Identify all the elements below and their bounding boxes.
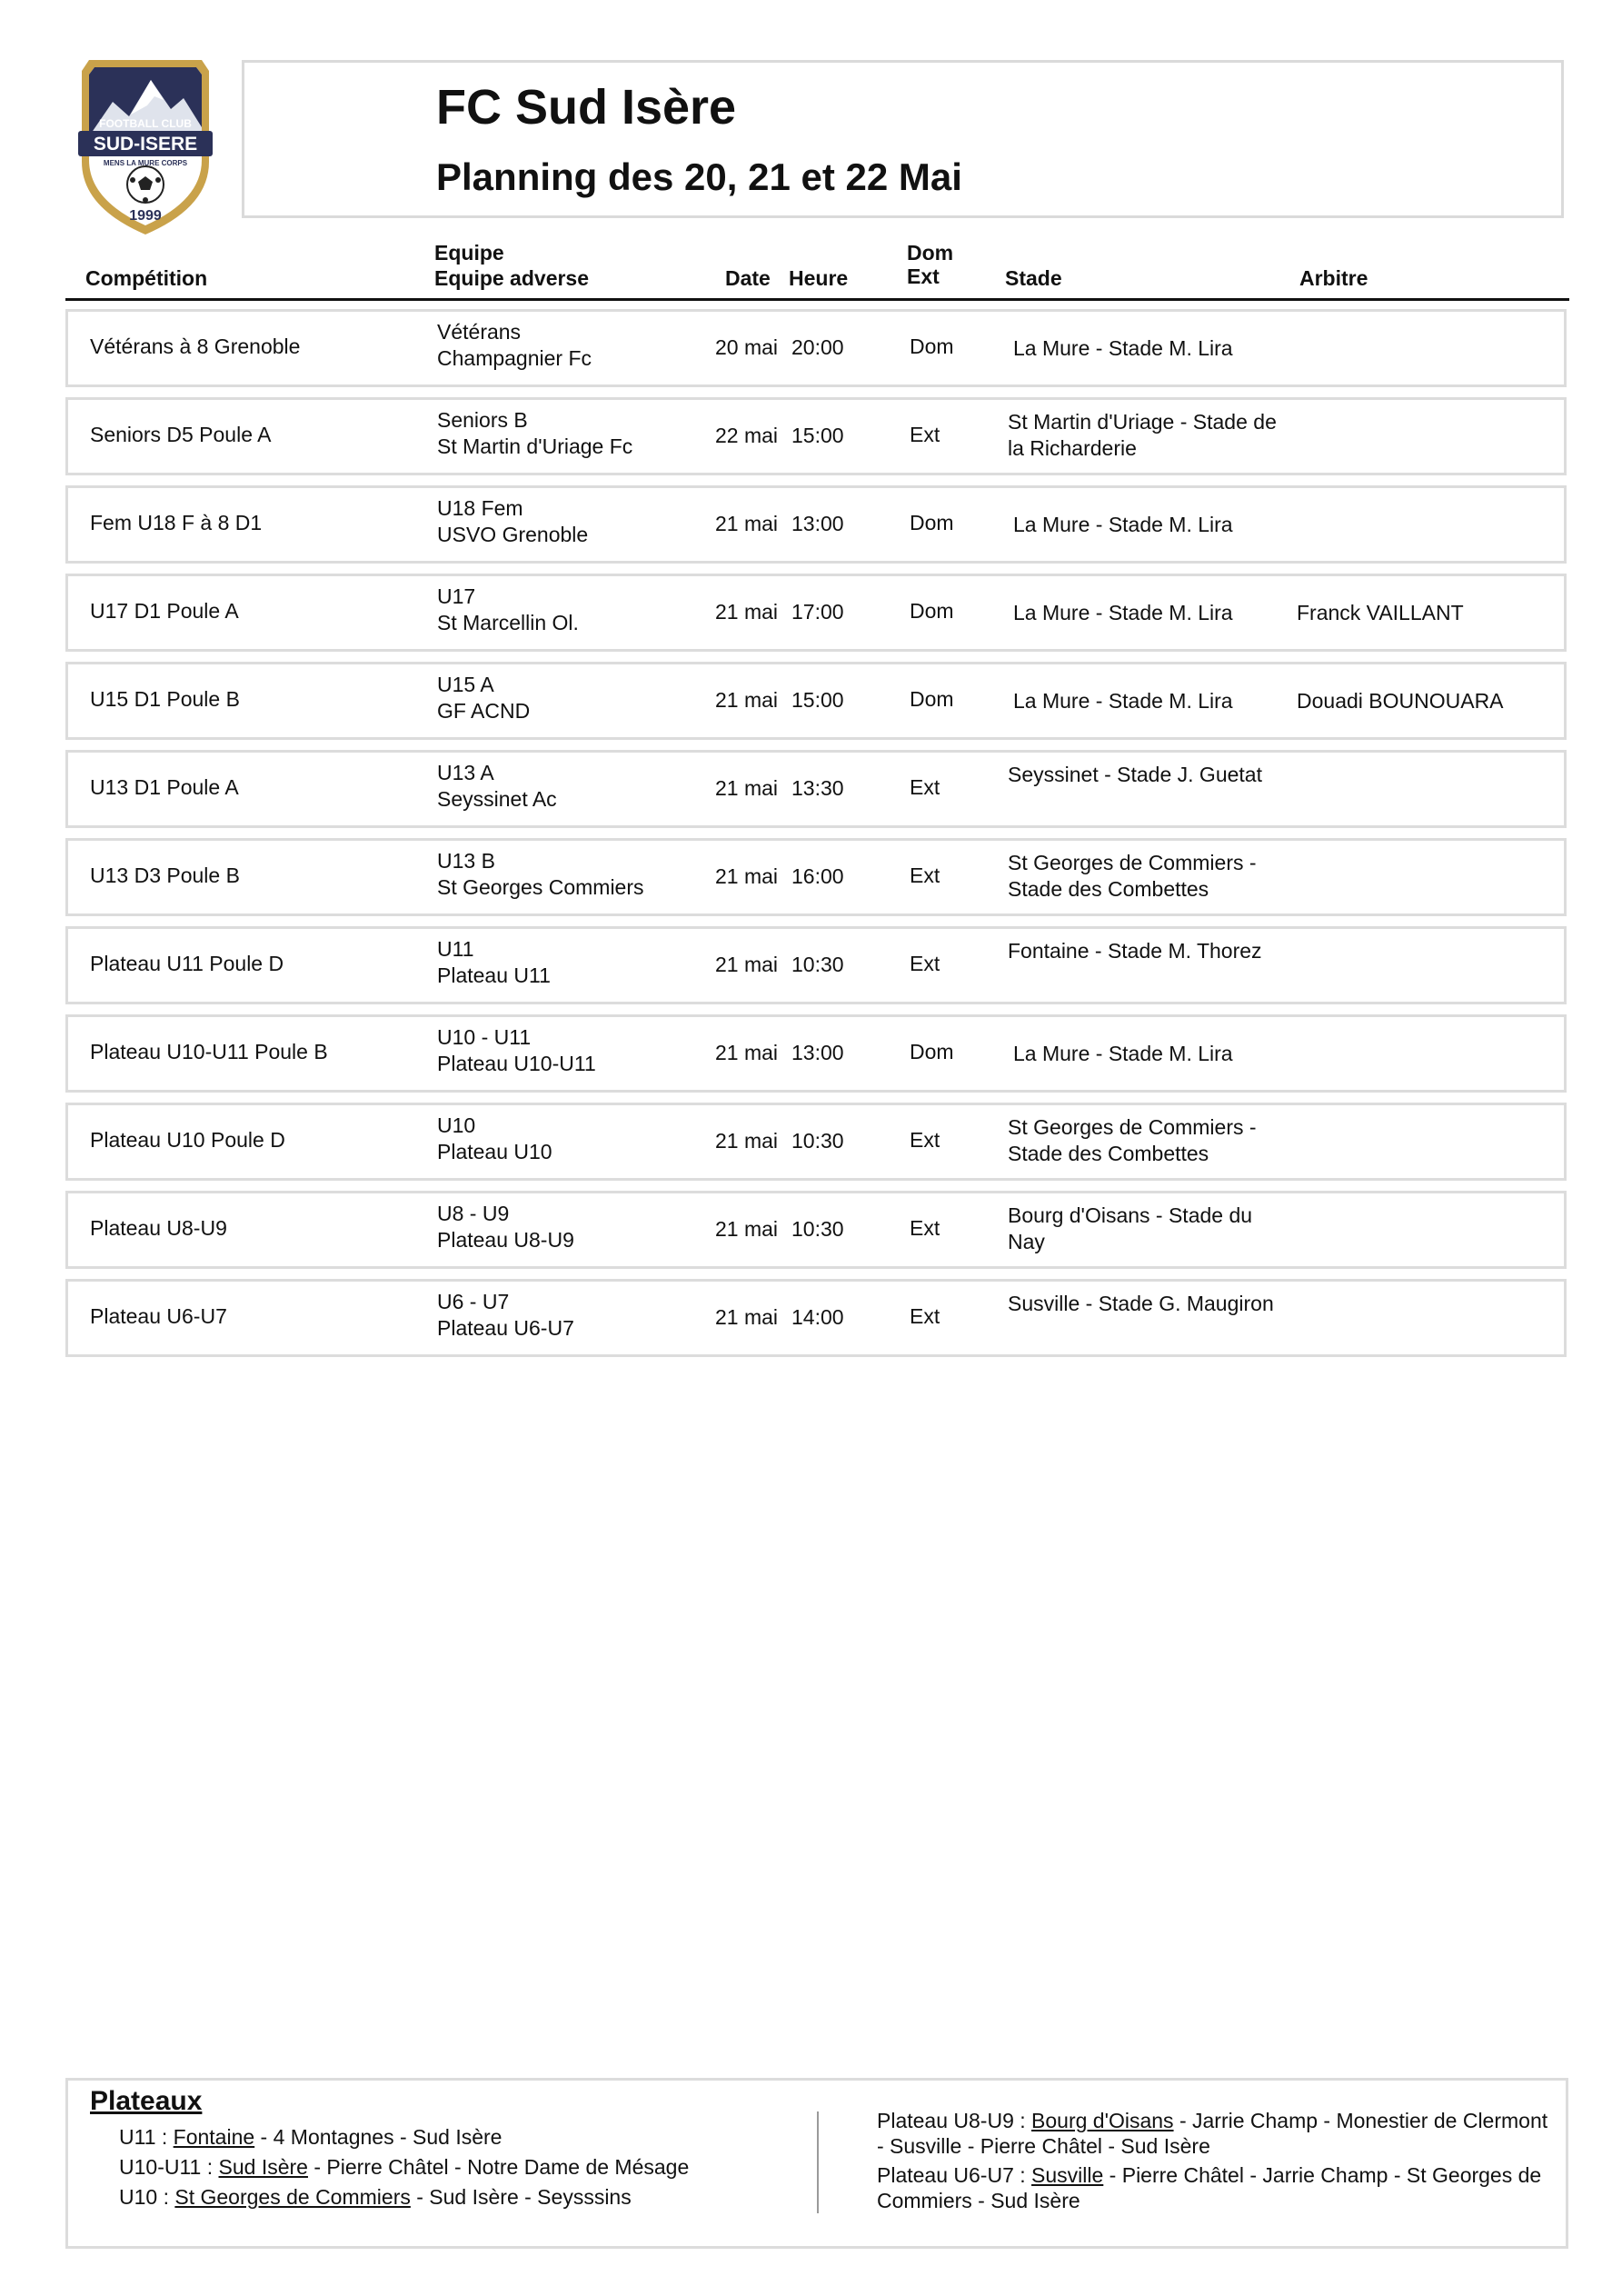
header-competition: Compétition [85, 266, 208, 290]
heure-cell: 20:00 [791, 335, 844, 359]
table-row [65, 1191, 1567, 1269]
equipe-name: U8 - U9 [437, 1202, 510, 1225]
heure-cell: 10:30 [791, 1217, 844, 1241]
equipe-name: Seniors B [437, 408, 528, 432]
logo-club-name: SUD-ISERE [93, 134, 198, 155]
arbitre-cell: Franck VAILLANT [1297, 601, 1464, 624]
plateaux-right-list [877, 2108, 1549, 2217]
competition-cell: U17 D1 Poule A [90, 599, 239, 623]
competition-cell: Plateau U6-U7 [90, 1304, 227, 1328]
plateau-line [877, 2162, 1549, 2213]
dom-ext-cell: Dom [910, 511, 954, 534]
team-cell [437, 1024, 596, 1077]
stade-cell: Fontaine - Stade M. Thorez [1008, 939, 1262, 963]
plateaux-box [65, 2078, 1568, 2249]
adverse-name: Plateau U11 [437, 963, 551, 987]
plateau-participants: - Pierre Châtel - Jarrie Champ - St Georges de Commiers - Sud Isère [877, 2163, 1542, 2212]
heure-cell: 14:00 [791, 1305, 844, 1329]
equipe-name: U10 [437, 1113, 476, 1137]
stade-cell: Bourg d'Oisans - Stade du Nay [1008, 1203, 1253, 1253]
equipe-name: Vétérans [437, 320, 522, 344]
adverse-name: Seyssinet Ac [437, 787, 557, 811]
plateaux-title: Plateaux [90, 2086, 203, 2116]
date-cell: 21 mai [715, 1305, 779, 1329]
dom-ext-cell: Ext [910, 863, 940, 887]
heure-cell: 13:30 [791, 776, 844, 800]
plateau-participants: - Pierre Châtel - Notre Dame de Mésage [307, 2155, 690, 2179]
page-title: FC Sud Isère [436, 80, 737, 135]
stade-cell: Seyssinet - Stade J. Guetat [1008, 763, 1262, 786]
equipe-name: U17 [437, 584, 476, 608]
date-cell: 21 mai [715, 512, 779, 535]
dom-ext-cell: Dom [910, 599, 954, 623]
dom-ext-cell: Ext [910, 1216, 940, 1240]
team-cell [437, 672, 530, 724]
date-cell: 21 mai [715, 1041, 779, 1064]
plateau-host: Bourg d'Oisans [1031, 2109, 1174, 2132]
heure-cell: 13:00 [791, 512, 844, 535]
competition-cell: Seniors D5 Poule A [90, 423, 272, 446]
table-row [65, 662, 1567, 740]
plateau-host: Fontaine [173, 2125, 255, 2149]
table-row [65, 1014, 1567, 1093]
plateaux-divider [817, 2111, 819, 2213]
heure-cell: 15:00 [791, 424, 844, 447]
date-cell: 21 mai [715, 864, 779, 888]
header-dom: Dom [907, 241, 954, 265]
table-row [65, 485, 1567, 564]
plateaux-left-list [119, 2122, 689, 2212]
table-header [65, 238, 1569, 301]
adverse-name: USVO Grenoble [437, 523, 589, 546]
plateau-participants: - Jarrie Champ - Monestier de Clermont - Susville - Pierre Châtel - Sud Isère [877, 2109, 1548, 2158]
heure-cell: 10:30 [791, 1129, 844, 1153]
club-logo [76, 53, 214, 238]
plateau-participants: - 4 Montagnes - Sud Isère [254, 2125, 503, 2149]
team-cell [437, 848, 644, 901]
header-ext: Ext [907, 265, 940, 288]
dom-ext-cell: Ext [910, 423, 940, 446]
plateau-label: U10-U11 : [119, 2155, 219, 2179]
table-row [65, 750, 1567, 828]
heure-cell: 15:00 [791, 688, 844, 712]
table-row [65, 1103, 1567, 1181]
logo-top-text: FOOTBALL CLUB [99, 117, 192, 130]
date-cell: 20 mai [715, 335, 779, 359]
adverse-name: Plateau U10-U11 [437, 1052, 596, 1075]
stade-cell: St Martin d'Uriage - Stade de la Richarderie [1008, 410, 1277, 460]
dom-ext-cell: Dom [910, 687, 954, 711]
stade-cell: St Georges de Commiers - Stade des Combettes [1008, 851, 1257, 901]
title-box [242, 60, 1564, 218]
plateau-participants: - Sud Isère - Seysssins [410, 2185, 632, 2209]
dom-ext-cell: Ext [910, 1304, 940, 1328]
plateau-label: U10 : [119, 2185, 175, 2209]
heure-cell: 17:00 [791, 600, 844, 624]
table-row [65, 1279, 1567, 1357]
adverse-name: Plateau U10 [437, 1140, 552, 1163]
date-cell: 21 mai [715, 1129, 779, 1153]
adverse-name: Champagnier Fc [437, 346, 592, 370]
competition-cell: U15 D1 Poule B [90, 687, 240, 711]
team-cell [437, 584, 579, 636]
date-cell: 21 mai [715, 600, 779, 624]
plateau-host: St Georges de Commiers [174, 2185, 411, 2209]
competition-cell: U13 D3 Poule B [90, 863, 240, 887]
date-cell: 21 mai [715, 776, 779, 800]
equipe-name: U10 - U11 [437, 1025, 532, 1049]
equipe-name: U13 B [437, 849, 495, 873]
date-cell: 21 mai [715, 688, 779, 712]
competition-cell: Plateau U10 Poule D [90, 1128, 285, 1152]
table-row [65, 926, 1567, 1004]
plateau-label: Plateau U8-U9 : [877, 2109, 1032, 2132]
team-cell [437, 1201, 574, 1253]
equipe-name: U15 A [437, 673, 494, 696]
date-cell: 21 mai [715, 953, 779, 976]
adverse-name: Plateau U8-U9 [437, 1228, 574, 1252]
adverse-name: St Martin d'Uriage Fc [437, 434, 633, 458]
plateau-label: Plateau U6-U7 : [877, 2163, 1032, 2187]
plateau-line [119, 2152, 689, 2182]
date-cell: 22 mai [715, 424, 779, 447]
competition-cell: Vétérans à 8 Grenoble [90, 334, 301, 358]
stade-cell: La Mure - Stade M. Lira [1013, 513, 1233, 536]
plateau-line [877, 2108, 1549, 2159]
header-equipe: Equipe [434, 241, 504, 265]
competition-cell: Fem U18 F à 8 D1 [90, 511, 263, 534]
plateau-host: Susville [1031, 2163, 1104, 2187]
table-row [65, 838, 1567, 916]
stade-cell: La Mure - Stade M. Lira [1013, 336, 1233, 360]
team-cell [437, 1289, 574, 1342]
team-cell [437, 760, 557, 813]
stade-cell: La Mure - Stade M. Lira [1013, 1042, 1233, 1065]
dom-ext-cell: Ext [910, 952, 940, 975]
equipe-name: U11 [437, 937, 474, 961]
team-cell [437, 1113, 552, 1165]
competition-cell: U13 D1 Poule A [90, 775, 239, 799]
team-cell [437, 495, 588, 548]
dom-ext-cell: Ext [910, 775, 940, 799]
dom-ext-cell: Dom [910, 334, 954, 358]
stade-cell: Susville - Stade G. Maugiron [1008, 1292, 1274, 1315]
heure-cell: 13:00 [791, 1041, 844, 1064]
heure-cell: 10:30 [791, 953, 844, 976]
header-equipe-adverse: Equipe adverse [434, 266, 590, 290]
team-cell [437, 936, 551, 989]
plateau-label: U11 : [119, 2125, 174, 2149]
table-row [65, 397, 1567, 475]
adverse-name: St Marcellin Ol. [437, 611, 579, 634]
stade-cell: La Mure - Stade M. Lira [1013, 689, 1233, 713]
equipe-name: U18 Fem [437, 496, 523, 520]
heure-cell: 16:00 [791, 864, 844, 888]
stade-cell: La Mure - Stade M. Lira [1013, 601, 1233, 624]
team-cell [437, 319, 592, 372]
team-cell [437, 407, 632, 460]
date-cell: 21 mai [715, 1217, 779, 1241]
equipe-name: U13 A [437, 761, 494, 784]
page-subtitle: Planning des 20, 21 et 22 Mai [436, 155, 962, 198]
logo-year: 1999 [129, 208, 162, 224]
dom-ext-cell: Ext [910, 1128, 940, 1152]
competition-cell: Plateau U10-U11 Poule B [90, 1040, 328, 1063]
logo-places: MENS LA MURE CORPS [103, 159, 188, 167]
plateau-line [119, 2122, 689, 2152]
competition-cell: Plateau U11 Poule D [90, 952, 284, 975]
header-date: Date [725, 266, 771, 290]
equipe-name: U6 - U7 [437, 1290, 510, 1313]
arbitre-cell: Douadi BOUNOUARA [1297, 689, 1504, 713]
table-row [65, 574, 1567, 652]
stade-cell: St Georges de Commiers - Stade des Combettes [1008, 1115, 1257, 1165]
plateau-line [119, 2182, 689, 2212]
adverse-name: Plateau U6-U7 [437, 1316, 574, 1340]
header-stade: Stade [1005, 266, 1062, 290]
adverse-name: St Georges Commiers [437, 875, 644, 899]
dom-ext-cell: Dom [910, 1040, 954, 1063]
adverse-name: GF ACND [437, 699, 531, 723]
plateau-host: Sud Isère [218, 2155, 308, 2179]
header-arbitre: Arbitre [1299, 266, 1368, 290]
header-heure: Heure [789, 266, 849, 290]
competition-cell: Plateau U8-U9 [90, 1216, 227, 1240]
table-row [65, 309, 1567, 387]
